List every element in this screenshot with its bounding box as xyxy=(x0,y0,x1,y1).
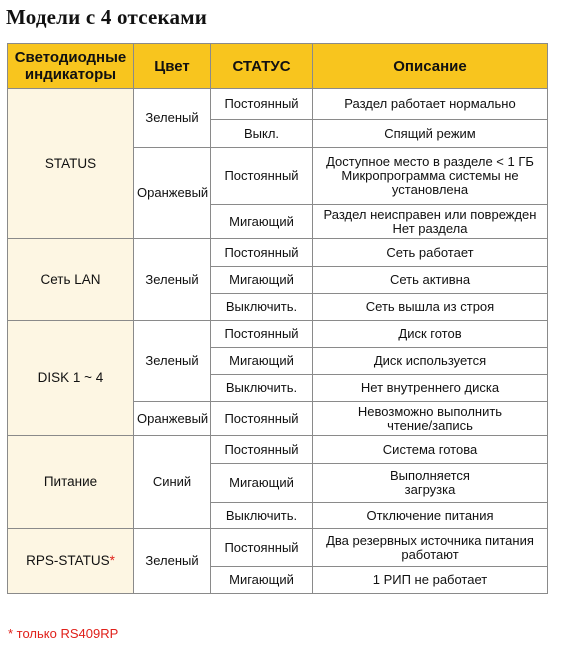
description-cell: Сеть активна xyxy=(313,267,548,294)
description-line: Выполняется xyxy=(390,468,470,483)
status-cell: Мигающий xyxy=(211,205,313,239)
indicator-power: Питание xyxy=(8,436,134,529)
description-line: Нет раздела xyxy=(392,220,468,236)
status-cell: Постоянный xyxy=(211,89,313,120)
description-cell: Нет внутреннего диска xyxy=(313,375,548,402)
status-cell: Постоянный xyxy=(211,148,313,205)
color-cell: Синий xyxy=(134,436,211,529)
status-cell: Выключить. xyxy=(211,375,313,402)
indicator-status: STATUS xyxy=(8,89,134,239)
description-cell: Сеть работает xyxy=(313,239,548,267)
status-cell: Постоянный xyxy=(211,239,313,267)
description-line: Невозможно выполнить xyxy=(357,403,503,419)
table-row xyxy=(8,239,548,267)
description-cell: Раздел работает нормально xyxy=(313,89,548,120)
header-indicator xyxy=(8,44,134,89)
color-cell: Зеленый xyxy=(134,89,211,148)
header-color: Цвет xyxy=(134,44,211,89)
table-row xyxy=(8,436,548,464)
description-line: Два резервных источника питания xyxy=(326,532,534,548)
table-row xyxy=(8,529,548,567)
header-indicator-line2: индикаторы xyxy=(24,66,117,83)
description-cell: Сеть вышла из строя xyxy=(313,294,548,321)
description-line: чтение/запись xyxy=(387,417,473,433)
description-cell: Система готова xyxy=(313,436,548,464)
status-cell: Выключить. xyxy=(211,503,313,529)
color-cell: Зеленый xyxy=(134,529,211,594)
status-cell: Постоянный xyxy=(211,321,313,348)
description-line: установлена xyxy=(391,182,469,197)
color-cell: Оранжевый xyxy=(134,402,211,436)
footnote-marker: * xyxy=(109,553,115,568)
description-cell xyxy=(313,529,548,567)
status-cell: Выключить. xyxy=(211,294,313,321)
description-cell xyxy=(313,464,548,503)
indicator-lan: Сеть LAN xyxy=(8,239,134,321)
description-line: Доступное место в разделе < 1 ГБ xyxy=(326,154,534,169)
header-status: СТАТУС xyxy=(211,44,313,89)
footnote: * только RS409RP xyxy=(8,626,119,641)
status-cell: Постоянный xyxy=(211,402,313,436)
color-cell: Оранжевый xyxy=(134,148,211,239)
status-cell: Мигающий xyxy=(211,567,313,594)
description-cell: Диск готов xyxy=(313,321,548,348)
status-cell: Постоянный xyxy=(211,529,313,567)
status-cell: Мигающий xyxy=(211,267,313,294)
status-cell: Постоянный xyxy=(211,436,313,464)
status-cell: Выкл. xyxy=(211,120,313,148)
indicator-rps-label: RPS-STATUS xyxy=(26,553,110,568)
status-cell: Мигающий xyxy=(211,464,313,503)
description-cell: Отключение питания xyxy=(313,503,548,529)
description-line: работают xyxy=(401,546,459,562)
color-cell: Зеленый xyxy=(134,239,211,321)
header-indicator-line1: Светодиодные xyxy=(14,49,127,66)
description-line: Раздел неисправен или поврежден xyxy=(323,206,537,222)
description-cell: 1 РИП не работает xyxy=(313,567,548,594)
description-line: Микропрограмма системы не xyxy=(341,168,519,183)
indicator-rps xyxy=(8,529,134,594)
description-cell xyxy=(313,402,548,436)
indicator-disk: DISK 1 ~ 4 xyxy=(8,321,134,436)
table-header-row xyxy=(8,44,548,89)
table-row xyxy=(8,89,548,120)
led-indicator-table xyxy=(7,43,548,594)
description-cell xyxy=(313,205,548,239)
description-cell: Спящий режим xyxy=(313,120,548,148)
description-cell: Диск используется xyxy=(313,348,548,375)
status-cell: Мигающий xyxy=(211,348,313,375)
page-title: Модели с 4 отсеками xyxy=(6,5,208,29)
table-row xyxy=(8,321,548,348)
description-cell xyxy=(313,148,548,205)
color-cell: Зеленый xyxy=(134,321,211,402)
header-description: Описание xyxy=(313,44,548,89)
description-line: загрузка xyxy=(404,482,456,497)
